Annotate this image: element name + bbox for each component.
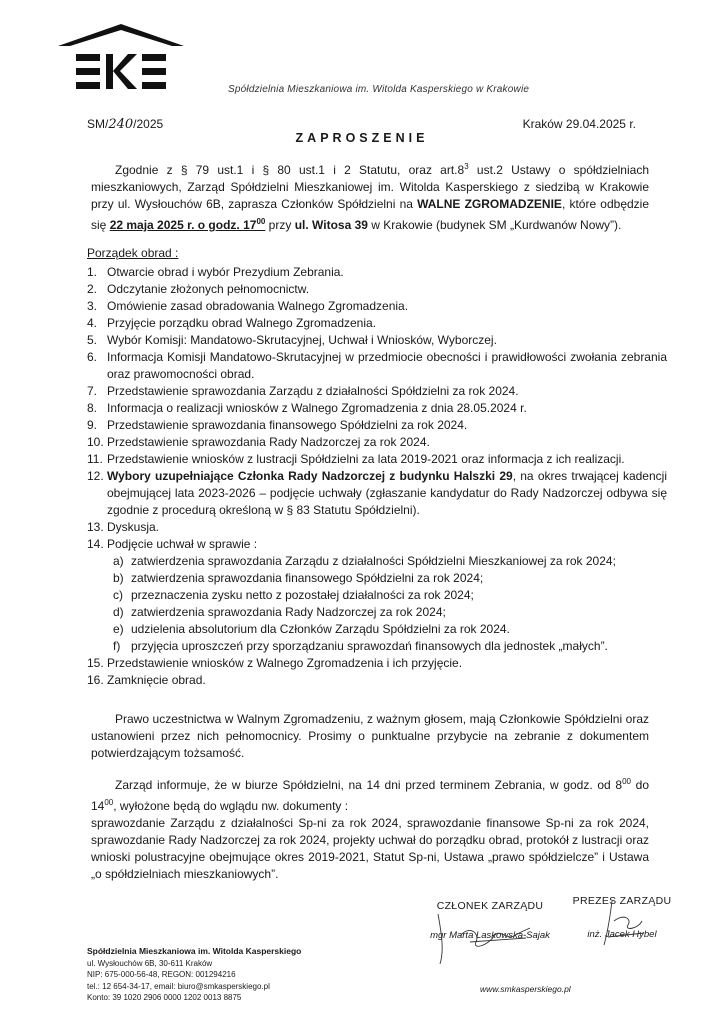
meeting-address: ul. Witosa 39: [294, 218, 368, 232]
agenda-heading: Porządek obrad :: [87, 246, 179, 260]
intro-paragraph: [91, 158, 649, 234]
company-logo: [58, 24, 184, 98]
agenda-item: 7. Przedstawienie sprawozdania Zarządu z działalności Spółdzielni za rok 2024.: [87, 384, 519, 398]
ref-prefix: SM/: [87, 117, 109, 131]
footer-contact: [87, 946, 301, 1004]
handwritten-signature: [584, 899, 664, 949]
reference-number: [87, 117, 163, 132]
meeting-name: WALNE ZGROMADZENIE: [417, 197, 562, 211]
agenda-item: 12. Wybory uzupełniające Członka Rady Nadzorczej z budynku Halszki 29, na okres trwającej kadencji obejmującej lata 2023-2026 – podjęcie uchwały (zgłaszanie kandydatur do Rady Nadzorczej odbywa się zgodnie z procedurą określoną w § 83 Statutu Spółdzielni).: [87, 469, 667, 517]
signature-board-member: [420, 900, 560, 941]
sub-item: b) zatwierdzenia sprawozdania finansowego Spółdzielni za rok 2024;: [113, 571, 484, 585]
sub-item: d) zatwierdzenia sprawozdania Rady Nadzorczej za rok 2024;: [113, 605, 446, 619]
resolution-sublist: [107, 553, 667, 655]
agenda-item: 5. Wybór Komisji: Mandatowo-Skrutacyjnej, Uchwał i Wniosków, Wyborczej.: [87, 333, 497, 347]
footer-contact-info: tel.: 12 654-34-17, email: biuro@smkasperskiego.pl: [87, 981, 270, 991]
agenda-item: 4. Przyjęcie porządku obrad Walnego Zgromadzenia.: [87, 316, 377, 330]
agenda-list: [87, 264, 667, 689]
agenda-item: 8. Informacja o realizacji wniosków z Walnego Zgromadzenia z dnia 28.05.2024 r.: [87, 401, 527, 415]
footer-website: www.smkasperskiego.pl: [480, 984, 571, 994]
footer-org-name: Spółdzielnia Mieszkaniowa im. Witolda Kasperskiego: [87, 946, 302, 956]
documents-list: sprawozdanie Zarządu z działalności Sp-ni za rok 2024, sprawozdanie finansowe Sp-ni za rok 2024, sprawozdanie Rady Nadzorczej za rok 2024, projekty uchwał do porządku obrad, protokół z lustracji oraz wnioski polustracyjne obejmujące okres 2019-2021, Statut Sp-ni, Ustawa „prawo spółdzielcze” i Ustawa „o spółdzielniach mieszkaniowych”.: [91, 816, 649, 881]
signature-name: inż. Jacek Hybel: [587, 929, 657, 940]
ref-number-handwritten: 240: [108, 117, 134, 132]
sub-item: c) przeznaczenia zysku netto z pozostałej działalności za rok 2024;: [113, 588, 474, 602]
agenda-item: 10. Przedstawienie sprawozdania Rady Nadzorczej za rok 2024.: [87, 435, 430, 449]
intro-text: ust.2 Ustawy o spółdzielniach mieszkaniowych, Zarząd Spółdzielni Mieszkaniowej im. Witolda Kasperskiego z siedzibą w Krakowie przy ul. Wysłouchów 6B, zaprasza Członków Spółdzielni na: [91, 163, 649, 211]
meeting-date: 22 maja 2025 r. o godz. $17^{00}$: [109, 217, 266, 232]
documents-paragraph: Zarząd informuje, że w biurze Spółdzielni, na 14 dni przed terminem Zebrania, w godz. od $8^{00}$ do $14^{00}$, wyłożone będą do wglądu nw. dokumenty : sprawozdanie Zarządu z działalności Sp-ni za rok 2024, sprawozdanie finansowe Sp-ni za rok 2024, sprawozdanie Rady Nadzorczej za rok 2024, projekty uchwał do porządku obrad, protokół z lustracji oraz wnioski polustracyjne obejmujące okres 2019-2021, Statut Sp-ni, Ustawa „prawo spółdzielcze” i Ustawa „o spółdzielniach mieszkaniowych”.: [91, 777, 649, 881]
footer-bank-account: Konto: 39 1020 2906 0000 1202 0013 8875: [87, 993, 242, 1002]
agenda-item: 15. Przedstawienie wniosków z Walnego Zgromadzenia i ich przyjęcie.: [87, 656, 463, 670]
agenda-item: 1. Otwarcie obrad i wybór Prezydium Zebrania.: [87, 265, 344, 279]
intro-text: przy: [265, 218, 295, 232]
intro-text: Zgodnie z § 79 ust.1 i § 80 ust.1 i 2 Statutu, oraz art.8: [115, 163, 465, 177]
organization-header: Spółdzielnia Mieszkaniowa im. Witolda Kasperskiego w Krakowie: [228, 84, 530, 95]
ref-suffix: /2025: [133, 117, 164, 131]
intro-sup: 3: [464, 162, 469, 171]
document-title: ZAPROSZENIE: [295, 131, 429, 145]
agenda-item: 14. Podjęcie uchwał w sprawie : a) zatwierdzenia sprawozdania Zarządu z działalności Spółdzielni Mieszkaniowej za rok 2024; b) zatwierdzenia sprawozdania finansowego Spółdzielni za rok 2024; c) przeznaczenia zysku netto z pozostałej działalności za rok 2024; d) zatwierdzenia sprawozdania Rady Nadzorczej za rok 2024; e) udzielenia absolutorium dla Członków Zarządu Spółdzielni za rok 2024. f) przyjęcia uproszczeń przy sporządzaniu sprawozdań finansowych dla jednostek „małych”.: [87, 536, 667, 655]
signature-president: [562, 895, 682, 940]
handwritten-signature: [430, 906, 550, 966]
agenda-item: 9. Przedstawienie sprawozdania finansowego Spółdzielni za rok 2024.: [87, 418, 468, 432]
footer-address: ul. Wysłouchów 6B, 30-611 Kraków: [87, 958, 213, 968]
agenda-item: 11. Przedstawienie wniosków z lustracji Spółdzielni za lata 2019-2021 oraz informacja z ich realizacji.: [87, 452, 625, 466]
agenda-item: 6. Informacja Komisji Mandatowo-Skrutacyjnej w przedmiocie obecności i prawidłowości zwołania zebrania oraz prawomocności obrad.: [87, 350, 667, 381]
agenda-item: 3. Omówienie zasad obradowania Walnego Zgromadzenia.: [87, 299, 409, 313]
document-date: Kraków 29.04.2025 r.: [522, 117, 636, 131]
sub-item: e) udzielenia absolutorium dla Członków Zarządu Spółdzielni za rok 2024.: [113, 622, 510, 636]
agenda-item: 2. Odczytanie złożonych pełnomocnictw.: [87, 282, 310, 296]
signature-role: CZŁONEK ZARZĄDU: [436, 900, 544, 912]
agenda-item: 16. Zamknięcie obrad.: [87, 673, 206, 687]
agenda-item: 13. Dyskusja.: [87, 520, 160, 534]
participation-paragraph: Prawo uczestnictwa w Walnym Zgromadzeniu, z ważnym głosem, mają Członkowie Spółdzielni oraz ustanowieni przez nich pełnomocnicy. Prosimy o punktualne przybycie na zebranie z dokumentem potwierdzającym tożsamość.: [91, 712, 649, 760]
footer-ids: NIP: 675-000-56-48, REGON: 001294216: [87, 970, 236, 979]
sub-item: a) zatwierdzenia sprawozdania Zarządu z działalności Spółdzielni Mieszkaniowej za rok 2024;: [113, 554, 616, 568]
signature-name: mgr Marta Laskowska-Sajak: [430, 930, 550, 941]
intro-text: , które odbędzie się: [91, 197, 650, 232]
intro-text: w Krakowie (budynek SM „Kurdwanów Nowy”).: [367, 218, 622, 232]
sub-item: f) przyjęcia uproszczeń przy sporządzaniu sprawozdań finansowych dla jednostek „małych”.: [113, 639, 608, 653]
signature-role: PREZES ZARZĄDU: [572, 895, 672, 907]
